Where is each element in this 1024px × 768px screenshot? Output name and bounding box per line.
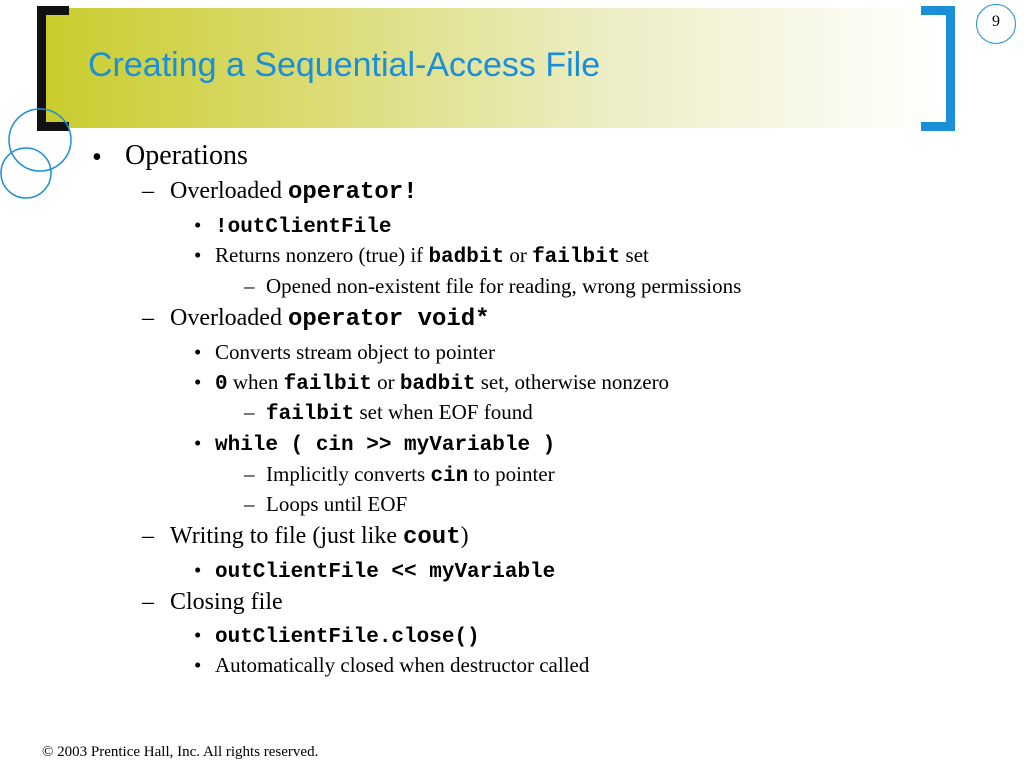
code-text: 0: [215, 373, 228, 396]
decorative-circles-icon: [0, 105, 80, 205]
code-text: outClientFile << myVariable: [215, 561, 556, 584]
bullet-text: Implicitly converts: [266, 462, 431, 486]
bullet-marker: •: [194, 431, 202, 455]
bullet-while-cin: [215, 431, 555, 457]
bullet-marker: •: [194, 623, 202, 647]
code-text: while ( cin >> myVariable ): [215, 434, 556, 457]
code-text: cin: [430, 465, 469, 488]
code-text: outClientFile.close(): [215, 626, 480, 649]
code-text: cout: [403, 524, 461, 551]
code-text: operator void*: [287, 306, 490, 333]
bullet-loops-until-eof: [266, 492, 407, 517]
bullet-text: Overloaded: [170, 305, 288, 331]
copyright-footer: © 2003 Prentice Hall, Inc. All rights reserved.: [42, 744, 319, 760]
dash-marker: –: [244, 492, 255, 516]
bullet-marker: •: [194, 243, 202, 267]
bullet-marker: •: [194, 653, 202, 677]
bullet-text: set when EOF found: [354, 400, 533, 424]
bullet-closing-file: [170, 589, 283, 616]
page-number: 9: [992, 13, 1000, 30]
bullet-implicitly-converts: [266, 462, 555, 488]
bullet-marker: •: [194, 370, 202, 394]
dash-marker: –: [142, 523, 154, 549]
bullet-operations: [125, 140, 248, 172]
bullet-text: Operations: [125, 140, 248, 171]
dash-marker: –: [244, 274, 255, 298]
bullet-text: Returns nonzero (true) if: [215, 243, 429, 267]
bullet-overloaded-not: [170, 178, 418, 206]
code-text: failbit: [283, 373, 372, 396]
bullet-auto-closed: [215, 653, 589, 678]
bullet-text: Writing to file (just like: [170, 523, 403, 549]
bullet-text: set, otherwise nonzero: [475, 370, 670, 394]
bullet-text: Automatically closed when destructor called: [215, 653, 590, 677]
dash-marker: –: [244, 400, 255, 424]
bullet-marker: •: [194, 558, 202, 582]
slide-title: Creating a Sequential-Access File: [88, 46, 601, 84]
dash-marker: –: [244, 462, 255, 486]
code-text: operator!: [287, 179, 418, 206]
bullet-zero-when: [215, 370, 669, 396]
dash-marker: –: [142, 589, 154, 615]
bullet-text: or: [371, 370, 400, 394]
code-text: badbit: [399, 373, 476, 396]
code-text: badbit: [428, 246, 505, 269]
bullet-failbit-eof: [266, 400, 533, 426]
dash-marker: –: [142, 178, 154, 204]
bullet-text: Loops until EOF: [266, 492, 408, 516]
bullet-marker: •: [194, 213, 202, 237]
bullet-text: or: [504, 243, 533, 267]
bullet-marker: •: [194, 340, 202, 364]
bullet-text: to pointer: [468, 462, 555, 486]
bullet-returns-nonzero: [215, 243, 649, 269]
bullet-text: Opened non-existent file for reading, wrong permissions: [266, 274, 742, 298]
dash-marker: –: [142, 305, 154, 331]
bullet-text: when: [227, 370, 284, 394]
bullet-writing-to-file: [170, 523, 469, 551]
code-text: !outClientFile: [215, 216, 392, 239]
bullet-converts-stream: [215, 340, 495, 365]
bullet-outclientfile-insert: [215, 558, 555, 584]
bullet-text: Converts stream object to pointer: [215, 340, 495, 364]
bullet-text: ): [460, 523, 469, 549]
bullet-outclientfile-close: [215, 623, 480, 649]
bullet-text: Closing file: [170, 589, 283, 615]
right-bracket-icon: [921, 6, 955, 131]
bullet-text: Overloaded: [170, 178, 288, 204]
code-text: failbit: [532, 246, 621, 269]
bullet-not-outclientfile: [215, 213, 391, 239]
bullet-overloaded-void: [170, 305, 490, 333]
code-text: failbit: [266, 403, 355, 426]
bullet-opened-nonexistent: [266, 274, 741, 299]
bullet-text: set: [620, 243, 649, 267]
bullet-marker: •: [92, 142, 102, 173]
